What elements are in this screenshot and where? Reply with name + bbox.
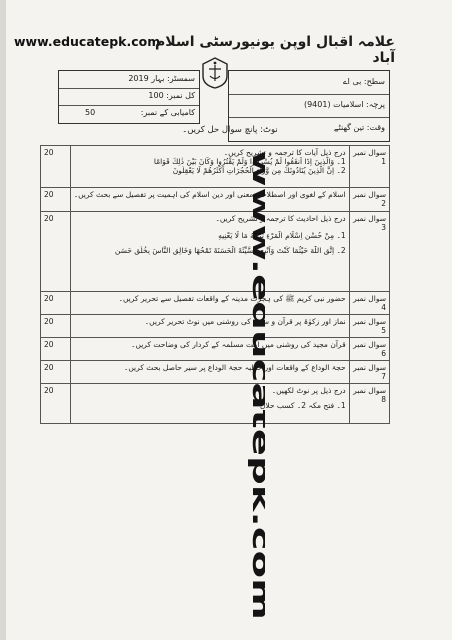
question-text: نماز اور زکوٰۃ پر قرآن و سنت کی روشنی میں نوٹ تحریر کریں۔ — [70, 315, 349, 338]
question-text: قرآن مجید کی روشنی میں امت مسلمہ کے کردار کی وضاحت کریں۔ — [70, 338, 349, 361]
question-text: درج ذیل آیات کا ترجمہ و تشریح کریں۔ 1۔ وَالَّذِينَ اِذَا اَنفَقُوا لَمْ يُسْرِفُوا وَلَمْ يَقْتُرُوا وَكَانَ بَيْنَ ذٰلِكَ قَوَامًا 2۔ اِنَّ الَّذِينَ يُنَادُونَكَ مِن وَّرَاءِ الْحُجُرَاتِ اَكْثَرُهُمْ لَا يَعْقِلُونَ — [70, 146, 349, 188]
university-title: علامہ اقبال اوپن یونیورسٹی اسلام آباد — [155, 34, 395, 66]
watermark-vertical — [241, 150, 265, 620]
time-label: وقت: تین گھنٹے — [333, 123, 385, 132]
question-text: حجۃ الوداع کے واقعات اور خطبہ حجۃ الوداع پر سیر حاصل بحث کریں۔ — [70, 361, 349, 384]
question-number: سوال نمبر 4 — [349, 292, 389, 315]
semester-label: سمسٹر: بہار 2019 — [128, 74, 195, 83]
question-row — [41, 146, 390, 188]
question-number: سوال نمبر 7 — [349, 361, 389, 384]
paper-label: پرچہ: اسلامیات (9401) — [303, 100, 385, 109]
question-number: سوال نمبر 5 — [349, 315, 389, 338]
question-marks: 20 — [41, 188, 71, 212]
question-number: سوال نمبر 2 — [349, 188, 389, 212]
level-label: سطح: بی اے — [342, 77, 385, 86]
exam-info-box — [58, 70, 200, 124]
question-text: حضور نبی کریم ﷺ کی ہجرت مدینہ کے واقعات تفصیل سے تحریر کریں۔ — [70, 292, 349, 315]
question-text: درج ذیل احادیث کا ترجمہ و تشریح کریں۔ 1۔ مِنْ حُسْنِ اِسْلَامِ الْمَرْءِ تَرْكُهُ مَا لَا يَعْنِيهِ 2۔ اِتَّقِ اللّٰهَ حَيْثُمَا كُنْتَ وَاَتْبِعِ السَّيِّئَةَ الْحَسَنَةَ تَمْحُهَا وَخَالِقِ النَّاسَ بِخُلُقٍ حَسَنٍ — [70, 212, 349, 292]
question-number: سوال نمبر 1 — [349, 146, 389, 188]
question-marks: 20 — [41, 384, 71, 424]
question-marks: 20 — [41, 361, 71, 384]
question-text: درج ذیل پر نوٹ لکھیں۔ 1۔ فتح مکہ 2۔ کسب حلال — [70, 384, 349, 424]
instruction-note: نوٹ: پانچ سوال حل کریں۔ — [182, 125, 278, 135]
pass-marks-value: 50 — [85, 108, 96, 117]
question-text: اسلام کے لغوی اور اصطلاحی معنی اور دین اسلام کی اہمیت پر تفصیل سے بحث کریں۔ — [70, 188, 349, 212]
question-marks: 20 — [41, 315, 71, 338]
total-marks-label: کل نمبر: 100 — [148, 91, 195, 100]
question-marks: 20 — [41, 146, 71, 188]
question-number: سوال نمبر 6 — [349, 338, 389, 361]
question-marks: 20 — [41, 338, 71, 361]
questions-table — [40, 145, 390, 424]
question-row — [41, 188, 390, 212]
question-row — [41, 212, 390, 292]
question-marks: 20 — [41, 212, 71, 292]
question-row — [41, 315, 390, 338]
website-header[interactable]: www.educatepk.com — [14, 34, 161, 49]
question-row — [41, 338, 390, 361]
university-logo-icon — [200, 56, 230, 90]
question-marks: 20 — [41, 292, 71, 315]
question-row — [41, 384, 390, 424]
question-row — [41, 292, 390, 315]
question-number: سوال نمبر 3 — [349, 212, 389, 292]
scan-edge — [0, 0, 6, 640]
watermark-text: www.educatepk.com — [247, 150, 265, 431]
question-number: سوال نمبر 8 — [349, 384, 389, 424]
pass-marks-label: کامیابی کے نمبر: — [140, 108, 195, 117]
question-row — [41, 361, 390, 384]
